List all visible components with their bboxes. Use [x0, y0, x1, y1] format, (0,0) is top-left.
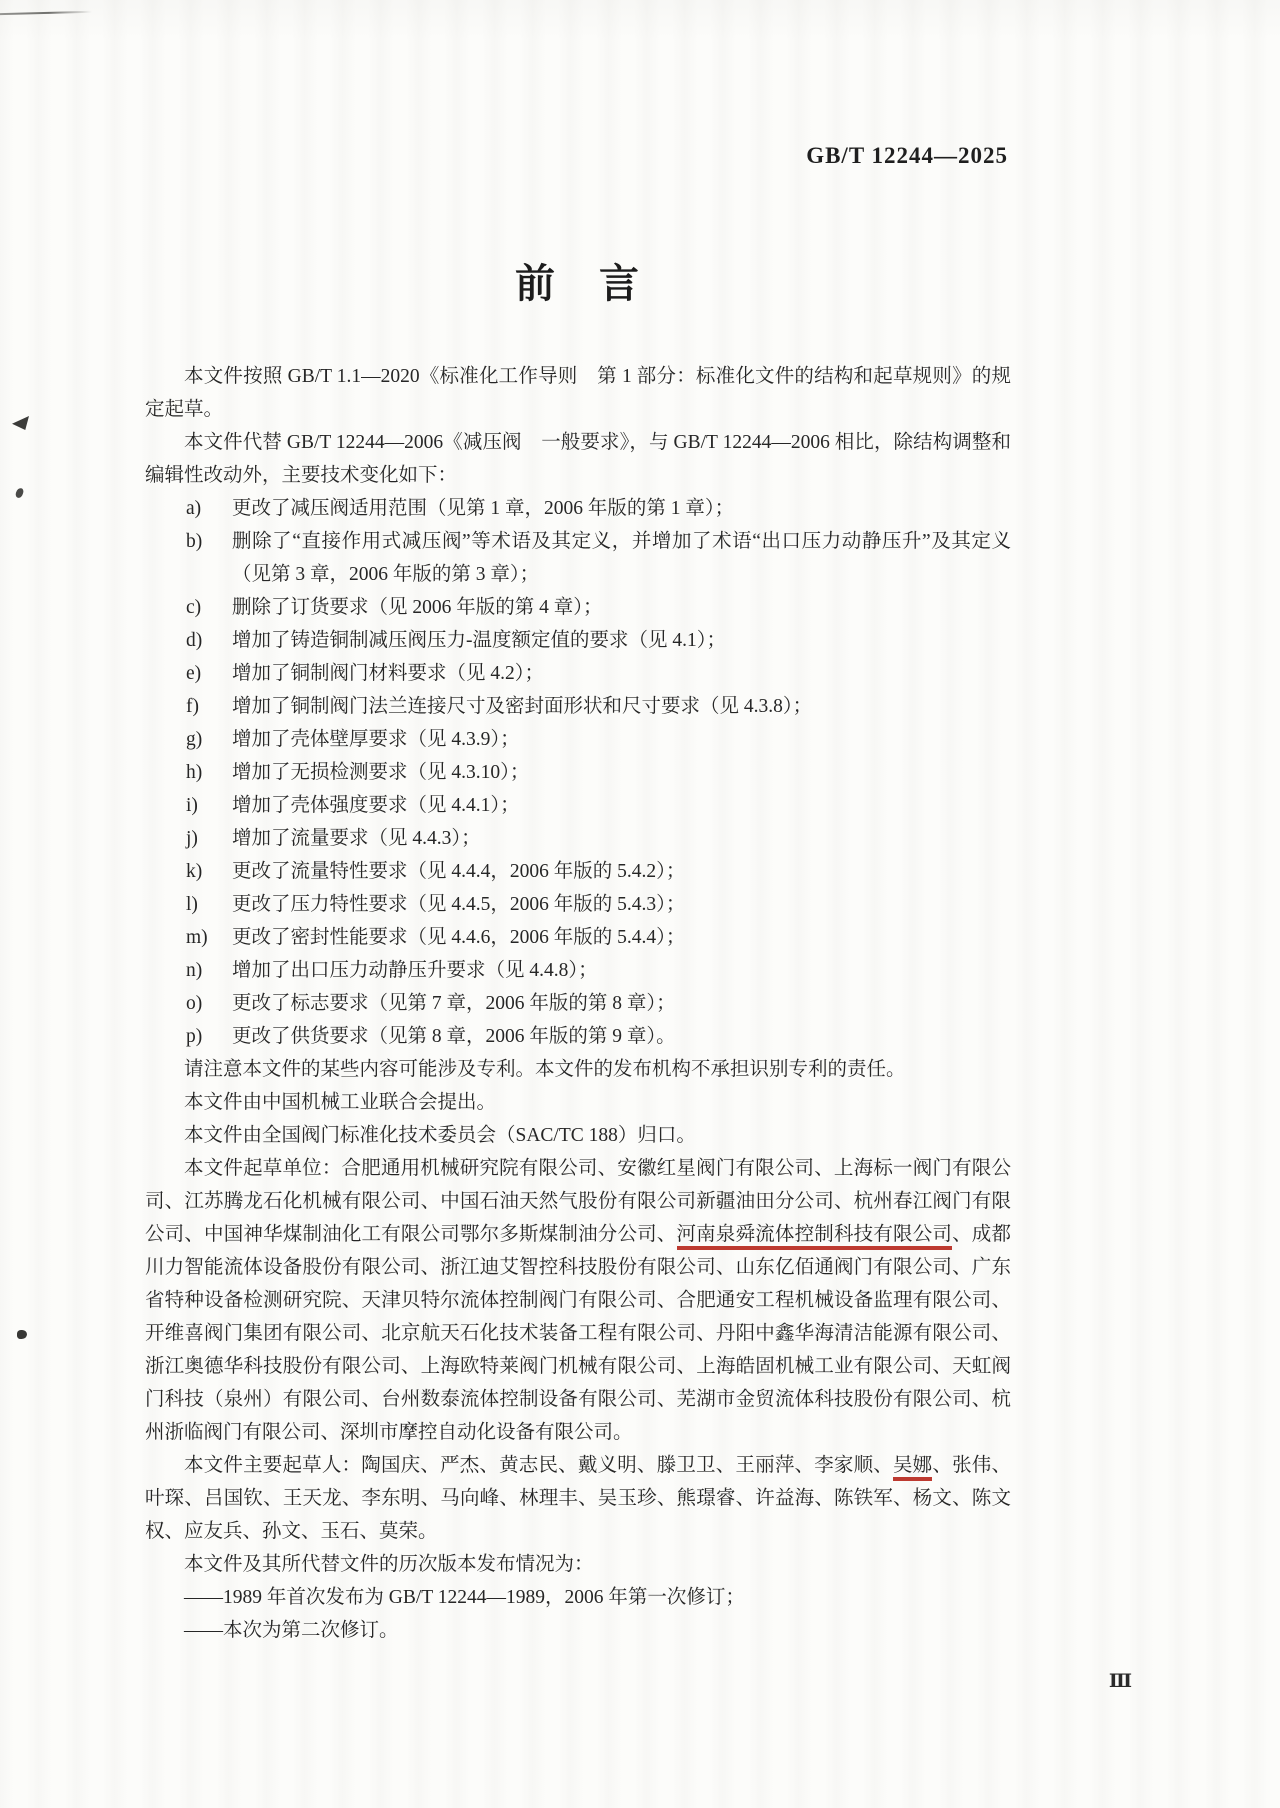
change-letter: p) — [186, 1026, 203, 1047]
change-letter: i) — [186, 795, 198, 816]
scan-artifact-triangle-mark — [12, 416, 29, 430]
change-text: 增加了壳体壁厚要求（见 4.3.9）； — [232, 729, 520, 750]
change-text: 删除了“直接作用式减压阀”等术语及其定义，并增加了术语“出口压力动静压升”及其定义（见第 3 章，2006 年版的第 3 章）； — [232, 531, 1011, 585]
change-letter: b) — [186, 531, 203, 552]
change-text: 增加了铜制阀门法兰连接尺寸及密封面形状和尺寸要求（见 4.3.8）； — [232, 696, 813, 717]
page-number: Ⅲ — [1108, 1671, 1132, 1692]
change-letter: f) — [186, 696, 199, 717]
drafting-units-text-before: 本文件起草单位：合肥通用机械研究院有限公司、安徽红星阀门有限公司、上海标一阀门有限公司、江苏腾龙石化机械有限公司、中国石油天然气股份有限公司新疆油田分公司、杭州春江阀门有限公司、中国神华煤制油化工有限公司鄂尔多斯煤制油分公司、 — [145, 1158, 1011, 1245]
change-item-c — [145, 591, 1011, 624]
change-letter: o) — [186, 993, 203, 1014]
technical-changes-list — [145, 492, 1011, 1053]
change-item-l — [145, 888, 1011, 921]
change-item-h — [145, 756, 1011, 789]
paragraph-proposed-by: 本文件由中国机械工业联合会提出。 — [184, 1092, 497, 1113]
paragraph-history-intro: 本文件及其所代替文件的历次版本发布情况为： — [184, 1554, 594, 1575]
drafter-highlighted: 吴娜 — [893, 1455, 932, 1481]
change-item-o — [145, 987, 1011, 1020]
paragraph-drafting-basis: 本文件按照 GB/T 1.1—2020《标准化工作导则 第 1 部分：标准化文件的结构和起草规则》的规定起草。 — [145, 366, 1011, 420]
change-text: 增加了无损检测要求（见 4.3.10）； — [232, 762, 530, 783]
change-letter: c) — [186, 597, 202, 618]
paragraph-drafting-units — [145, 1152, 1011, 1449]
change-item-b — [145, 525, 1011, 591]
change-item-m — [145, 921, 1011, 954]
change-item-a — [145, 492, 1011, 525]
change-text: 更改了流量特性要求（见 4.4.4，2006 年版的 5.4.2）； — [232, 861, 686, 882]
scan-artifact-blot-mark — [17, 1330, 27, 1339]
change-item-k — [145, 855, 1011, 888]
change-item-f — [145, 690, 1011, 723]
change-text: 更改了标志要求（见第 7 章，2006 年版的第 8 章）； — [232, 993, 676, 1014]
change-letter: d) — [186, 630, 203, 651]
change-item-j — [145, 822, 1011, 855]
paragraph-drafters — [145, 1449, 1011, 1548]
change-text: 增加了流量要求（见 4.4.3）； — [232, 828, 481, 849]
change-text: 更改了减压阀适用范围（见第 1 章，2006 年版的第 1 章）； — [232, 498, 735, 519]
change-letter: l) — [186, 894, 198, 915]
change-letter: a) — [186, 498, 202, 519]
change-text: 更改了压力特性要求（见 4.4.5，2006 年版的 5.4.3）； — [232, 894, 686, 915]
change-item-d — [145, 624, 1011, 657]
change-item-p — [145, 1020, 1011, 1053]
scan-artifact-dot-mark — [15, 487, 24, 498]
change-letter: m) — [186, 927, 208, 948]
change-text: 增加了出口压力动静压升要求（见 4.4.8）； — [232, 960, 598, 981]
paragraph-replacement: 本文件代替 GB/T 12244—2006《减压阀 一般要求》，与 GB/T 12244—2006 相比，除结构调整和编辑性改动外，主要技术变化如下： — [145, 432, 1011, 486]
change-letter: g) — [186, 729, 203, 750]
change-item-i — [145, 789, 1011, 822]
drafting-units-text-after: 、成都川力智能流体设备股份有限公司、浙江迪艾智控科技股份有限公司、山东亿佰通阀门有限公司、广东省特种设备检测研究院、天津贝特尔流体控制阀门有限公司、合肥通安工程机械设备监理有限公司、开维喜阀门集团有限公司、北京航天石化技术装备工程有限公司、丹阳中鑫华海清洁能源有限公司、浙江奥德华科技股份有限公司、上海欧特莱阀门机械有限公司、上海皓固机械工业有限公司、天虹阀门科技（泉州）有限公司、台州数泰流体控制设备有限公司、芜湖市金贸流体科技股份有限公司、杭州浙临阀门有限公司、深圳市摩控自动化设备有限公司。 — [145, 1224, 1011, 1443]
scan-artifact-corner-line — [0, 11, 92, 16]
history-item-current-revision: ——本次为第二次修订。 — [184, 1620, 399, 1641]
drafting-unit-highlighted: 河南泉舜流体控制科技有限公司 — [677, 1224, 953, 1250]
change-text: 更改了供货要求（见第 8 章，2006 年版的第 9 章）。 — [232, 1026, 676, 1047]
paragraph-centralized-by: 本文件由全国阀门标准化技术委员会（SAC/TC 188）归口。 — [184, 1125, 696, 1146]
change-text: 增加了铜制阀门材料要求（见 4.2）； — [232, 663, 545, 684]
change-letter: j) — [186, 828, 198, 849]
drafters-text-after: 、张伟、叶琛、吕国钦、王天龙、李东明、马向峰、林理丰、吴玉珍、熊璟睿、许益海、陈铁军、杨文、陈文权、应友兵、孙文、玉石、莫荣。 — [145, 1455, 1011, 1542]
change-letter: e) — [186, 663, 202, 684]
change-item-n — [145, 954, 1011, 987]
document-body — [145, 360, 1011, 1647]
change-letter: n) — [186, 960, 203, 981]
drafters-text-before: 本文件主要起草人：陶国庆、严杰、黄志民、戴义明、滕卫卫、王丽萍、李家顺、 — [184, 1455, 893, 1476]
change-letter: h) — [186, 762, 203, 783]
change-item-e — [145, 657, 1011, 690]
change-text: 更改了密封性能要求（见 4.4.6，2006 年版的 5.4.4）； — [232, 927, 686, 948]
change-text: 增加了壳体强度要求（见 4.4.1）； — [232, 795, 520, 816]
history-item-first-release: ——1989 年首次发布为 GB/T 12244—1989，2006 年第一次修订； — [184, 1587, 745, 1608]
change-text: 删除了订货要求（见 2006 年版的第 4 章）； — [232, 597, 603, 618]
change-text: 增加了铸造铜制减压阀压力-温度额定值的要求（见 4.1）； — [232, 630, 726, 651]
change-letter: k) — [186, 861, 203, 882]
page-title: 前 言 — [515, 261, 641, 306]
paragraph-patent-notice: 请注意本文件的某些内容可能涉及专利。本文件的发布机构不承担识别专利的责任。 — [184, 1059, 906, 1080]
change-item-g — [145, 723, 1011, 756]
doc-number: GB/T 12244—2025 — [806, 143, 1008, 168]
